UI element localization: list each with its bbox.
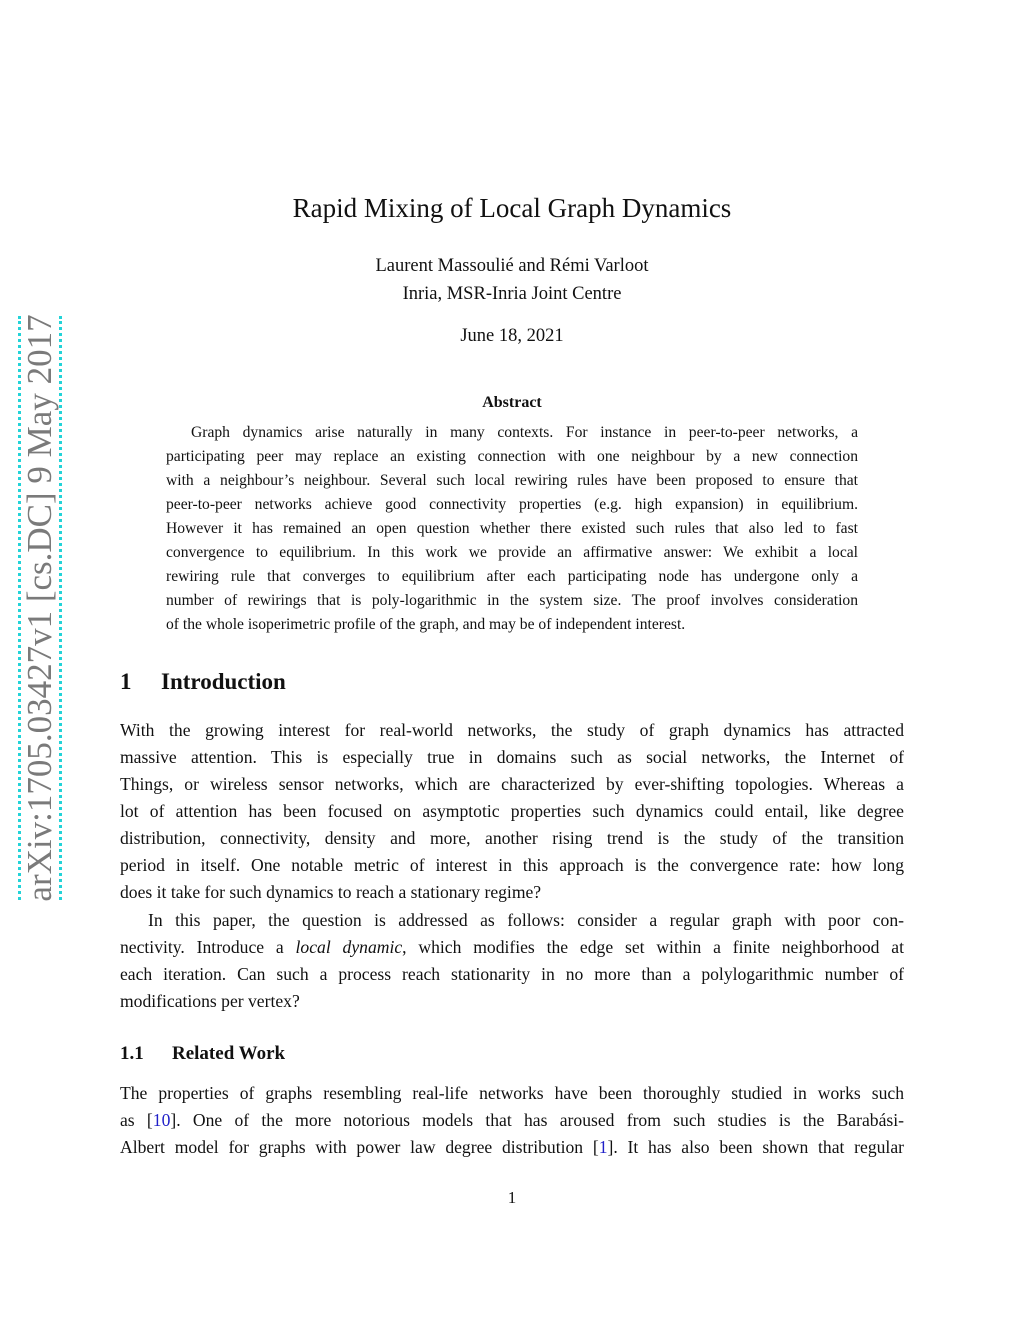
paragraph	[120, 1080, 904, 1161]
subsection-title: Related Work	[172, 1043, 286, 1064]
text-line: with a neighbour’s neighbour. Several such local rewiring rules have been proposed to ensure that	[166, 472, 858, 489]
abstract-heading: Abstract	[482, 394, 542, 411]
text-line	[120, 1134, 904, 1161]
arxiv-identifier: arXiv:1705.03427v1 [cs.DC] 9 May 2017	[20, 314, 59, 902]
text-line: participating peer may replace an existing connection with one neighbour by a new connection	[166, 448, 858, 465]
citation-link[interactable]: 10	[152, 1110, 171, 1130]
page-number: 1	[507, 1188, 517, 1207]
text-line: period in itself. One notable metric of interest in this approach is the convergence rate: how long	[120, 855, 904, 875]
paper-title: Rapid Mixing of Local Graph Dynamics	[292, 193, 732, 223]
subsection-number: 1.1	[120, 1043, 144, 1064]
authors: Laurent Massoulié and Rémi Varloot	[375, 256, 649, 276]
text-segment: as [	[120, 1110, 153, 1130]
text-line: each iteration. Can such a process reach stationarity in no more than a polylogarithmic number of	[120, 964, 904, 984]
text-line: does it take for such dynamics to reach a stationary regime?	[120, 882, 542, 902]
text-line: Graph dynamics arise naturally in many contexts. For instance in peer-to-peer networks, a	[191, 424, 858, 441]
emphasized-text: local dynamic	[295, 937, 403, 957]
text-line: massive attention. This is especially true in domains such as social networks, the Internet of	[120, 747, 904, 767]
section-heading-introduction	[120, 669, 286, 695]
text-line: convergence to equilibrium. In this work we provide an affirmative answer: We exhibit a local	[166, 544, 858, 561]
text-line	[120, 934, 904, 961]
abstract-body	[166, 421, 858, 637]
text-line: of the whole isoperimetric profile of the graph, and may be of independent interest.	[166, 616, 686, 633]
text-line: number of rewirings that is poly-logarithmic in the system size. The proof involves consideration	[166, 592, 858, 609]
date: June 18, 2021	[460, 326, 564, 346]
text-line: lot of attention has been focused on asymptotic properties such dynamics could entail, like degree	[120, 801, 904, 821]
text-line: With the growing interest for real-world networks, the study of graph dynamics has attracted	[120, 720, 904, 740]
section-number: 1	[120, 669, 132, 694]
paragraph	[120, 717, 904, 906]
affiliation: Inria, MSR-Inria Joint Centre	[402, 284, 622, 304]
text-segment: , which modifies the edge set within a finite neighborhood at	[402, 937, 904, 957]
text-line	[120, 1107, 904, 1134]
section-title: Introduction	[161, 669, 286, 694]
text-segment: ]. One of the more notorious models that has aroused from such studies is the Barabási-	[170, 1110, 904, 1130]
citation-link[interactable]: 1	[598, 1137, 608, 1157]
text-line: distribution, connectivity, density and more, another rising trend is the study of the transition	[120, 828, 904, 848]
text-line: modifications per vertex?	[120, 991, 300, 1011]
text-line: peer-to-peer networks achieve good connectivity properties (e.g. high expansion) in equilibrium.	[166, 496, 858, 513]
subsection-heading-related-work	[120, 1043, 285, 1065]
text-line: The properties of graphs resembling real-life networks have been thoroughly studied in works such	[120, 1083, 904, 1103]
text-segment: ]. It has also been shown that regular	[607, 1137, 904, 1157]
text-line: In this paper, the question is addressed as follows: consider a regular graph with poor con-	[148, 910, 904, 930]
text-line: rewiring rule that converges to equilibrium after each participating node has undergone only a	[166, 568, 858, 585]
text-line: However it has remained an open question whether there existed such rules that also led to fast	[166, 520, 858, 537]
text-line: Things, or wireless sensor networks, which are characterized by ever-shifting topologies. Whereas a	[120, 774, 904, 794]
paragraph	[120, 907, 904, 1015]
text-segment: Albert model for graphs with power law degree distribution [	[120, 1137, 599, 1157]
text-segment: nectivity. Introduce a	[120, 937, 296, 957]
